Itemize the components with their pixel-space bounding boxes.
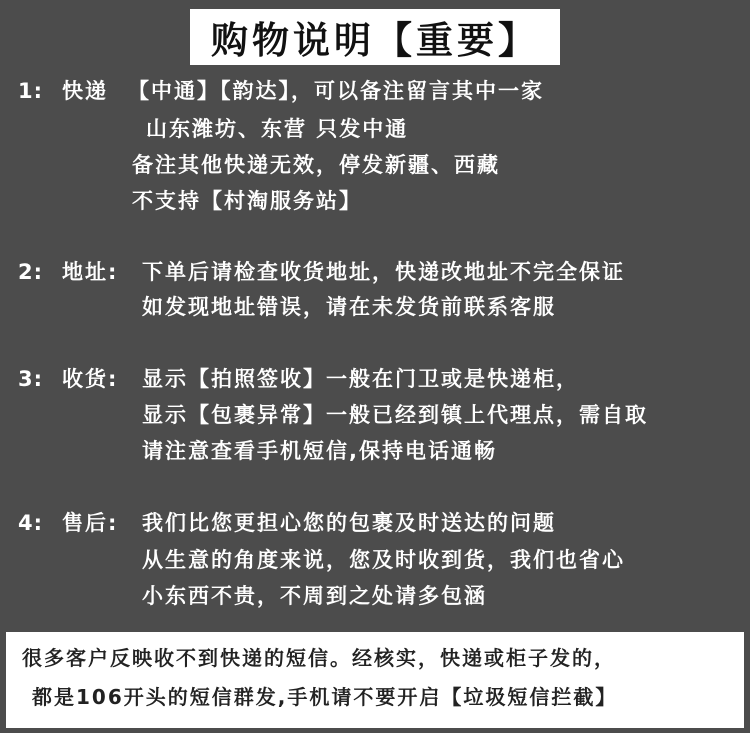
section-4-line-2: 从生意的角度来说，您及时收到货，我们也省心 bbox=[142, 548, 625, 572]
section-2-line-2: 如发现地址错误，请在未发货前联系客服 bbox=[142, 295, 556, 319]
section-2-line-1: 下单后请检查收货地址，快递改地址不完全保证 bbox=[142, 260, 625, 284]
section-1-line-3: 备注其他快递无效，停发新疆、西藏 bbox=[132, 153, 500, 177]
section-2-label: 地址: bbox=[62, 260, 119, 284]
section-4-number: 4: bbox=[18, 511, 44, 535]
section-3-label: 收货: bbox=[62, 367, 119, 391]
section-1-number: 1: bbox=[18, 79, 44, 103]
section-3-number: 3: bbox=[18, 367, 44, 391]
section-3-line-1: 显示【拍照签收】一般在门卫或是快递柜， bbox=[142, 367, 579, 391]
section-1-line-4: 不支持【村淘服务站】 bbox=[132, 189, 362, 213]
section-1-label: 快递 bbox=[62, 79, 108, 103]
section-1-line-1: 【中通】【韵达】，可以备注留言其中一家 bbox=[128, 79, 544, 103]
section-3-line-2: 显示【包裹异常】一般已经到镇上代理点，需自取 bbox=[142, 403, 648, 427]
notice-line-1: 很多客户反映收不到快递的短信。经核实，快递或柜子发的， bbox=[22, 646, 616, 670]
notice-line-2: 都是106开头的短信群发,手机请不要开启【垃圾短信拦截】 bbox=[32, 685, 618, 709]
notice-box bbox=[6, 632, 744, 728]
section-4-line-1: 我们比您更担心您的包裹及时送达的问题 bbox=[142, 511, 556, 535]
section-4-line-3: 小东西不贵，不周到之处请多包涵 bbox=[142, 584, 487, 608]
section-2-number: 2: bbox=[18, 260, 44, 284]
section-4-label: 售后: bbox=[62, 511, 119, 535]
section-3-line-3: 请注意查看手机短信,保持电话通畅 bbox=[142, 439, 497, 463]
section-1-line-2: 山东潍坊、东营 只发中通 bbox=[146, 117, 409, 141]
page-title: 购物说明【重要】 bbox=[190, 9, 560, 65]
